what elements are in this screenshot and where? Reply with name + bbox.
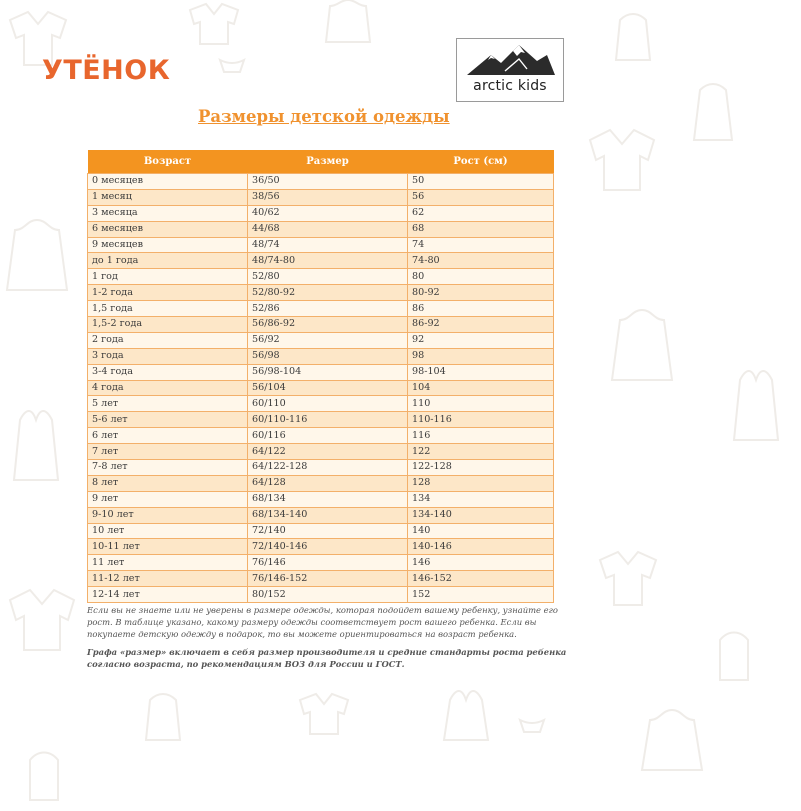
table-row [88, 317, 554, 333]
cell-age: 6 месяцев [88, 221, 248, 237]
cell-age: до 1 года [88, 253, 248, 269]
cell-height: 74-80 [408, 253, 554, 269]
cell-height: 92 [408, 332, 554, 348]
table-row [88, 571, 554, 587]
mountain-icon [457, 39, 563, 79]
table-row [88, 189, 554, 205]
cell-age: 11 лет [88, 555, 248, 571]
cell-height: 50 [408, 174, 554, 190]
cell-height: 80-92 [408, 285, 554, 301]
cell-size: 64/122 [248, 444, 408, 460]
table-row [88, 555, 554, 571]
cell-age: 4 года [88, 380, 248, 396]
cell-age: 3 месяца [88, 205, 248, 221]
note-size-column: Графа «размер» включает в себя размер производителя и средние стандарты роста ребенка согласно возраста, по рекомендациям ВОЗ для России и ГОСТ. [87, 647, 567, 669]
cell-size: 48/74 [248, 237, 408, 253]
size-table [87, 150, 554, 603]
cell-height: 110-116 [408, 412, 554, 428]
table-row [88, 380, 554, 396]
cell-age: 7 лет [88, 444, 248, 460]
cell-height: 98 [408, 348, 554, 364]
cell-age: 10 лет [88, 523, 248, 539]
cell-height: 68 [408, 221, 554, 237]
cell-height: 152 [408, 587, 554, 603]
cell-age: 1-2 года [88, 285, 248, 301]
table-row [88, 205, 554, 221]
table-row [88, 364, 554, 380]
page-title: Размеры детской одежды [198, 107, 450, 126]
cell-height: 98-104 [408, 364, 554, 380]
cell-height: 146 [408, 555, 554, 571]
table-row [88, 587, 554, 603]
cell-size: 76/146 [248, 555, 408, 571]
cell-size: 52/86 [248, 301, 408, 317]
cell-age: 3-4 года [88, 364, 248, 380]
cell-size: 72/140 [248, 523, 408, 539]
table-row [88, 428, 554, 444]
cell-age: 7-8 лет [88, 460, 248, 476]
table-row [88, 301, 554, 317]
cell-height: 86 [408, 301, 554, 317]
table-row [88, 396, 554, 412]
cell-size: 56/98-104 [248, 364, 408, 380]
cell-size: 60/110 [248, 396, 408, 412]
utenok-logo: УТЁНОК [42, 55, 171, 86]
cell-size: 44/68 [248, 221, 408, 237]
cell-size: 60/116 [248, 428, 408, 444]
cell-size: 40/62 [248, 205, 408, 221]
cell-age: 1 год [88, 269, 248, 285]
cell-age: 9 месяцев [88, 237, 248, 253]
cell-age: 6 лет [88, 428, 248, 444]
cell-size: 60/110-116 [248, 412, 408, 428]
size-table-header [88, 150, 554, 174]
cell-height: 62 [408, 205, 554, 221]
table-row [88, 460, 554, 476]
cell-height: 140-146 [408, 539, 554, 555]
cell-size: 38/56 [248, 189, 408, 205]
cell-age: 3 года [88, 348, 248, 364]
cell-age: 5-6 лет [88, 412, 248, 428]
cell-age: 0 месяцев [88, 174, 248, 190]
table-row [88, 475, 554, 491]
cell-age: 12-14 лет [88, 587, 248, 603]
cell-height: 74 [408, 237, 554, 253]
cell-size: 36/50 [248, 174, 408, 190]
cell-height: 140 [408, 523, 554, 539]
cell-height: 122-128 [408, 460, 554, 476]
table-row [88, 237, 554, 253]
cell-height: 104 [408, 380, 554, 396]
cell-size: 56/92 [248, 332, 408, 348]
cell-age: 9-10 лет [88, 507, 248, 523]
cell-age: 8 лет [88, 475, 248, 491]
cell-height: 56 [408, 189, 554, 205]
header-size: Размер [248, 150, 408, 174]
cell-size: 76/146-152 [248, 571, 408, 587]
table-row [88, 539, 554, 555]
cell-age: 5 лет [88, 396, 248, 412]
table-row [88, 332, 554, 348]
cell-size: 56/98 [248, 348, 408, 364]
cell-age: 2 года [88, 332, 248, 348]
cell-height: 134 [408, 491, 554, 507]
cell-size: 68/134-140 [248, 507, 408, 523]
arctic-kids-logo [456, 38, 564, 102]
table-row [88, 174, 554, 190]
header-height: Рост (см) [408, 150, 554, 174]
table-row [88, 523, 554, 539]
cell-age: 1,5-2 года [88, 317, 248, 333]
cell-height: 80 [408, 269, 554, 285]
table-row [88, 444, 554, 460]
size-table-body [88, 174, 554, 603]
cell-size: 56/104 [248, 380, 408, 396]
table-row [88, 285, 554, 301]
cell-height: 110 [408, 396, 554, 412]
table-row [88, 269, 554, 285]
table-row [88, 507, 554, 523]
cell-age: 1 месяц [88, 189, 248, 205]
cell-height: 116 [408, 428, 554, 444]
cell-age: 9 лет [88, 491, 248, 507]
cell-size: 56/86-92 [248, 317, 408, 333]
table-row [88, 348, 554, 364]
cell-height: 128 [408, 475, 554, 491]
table-row [88, 253, 554, 269]
cell-size: 68/134 [248, 491, 408, 507]
arctic-kids-logo-text: arctic kids [473, 78, 547, 94]
cell-size: 72/140-146 [248, 539, 408, 555]
cell-size: 64/128 [248, 475, 408, 491]
cell-age: 1,5 года [88, 301, 248, 317]
cell-age: 10-11 лет [88, 539, 248, 555]
cell-size: 48/74-80 [248, 253, 408, 269]
cell-age: 11-12 лет [88, 571, 248, 587]
cell-height: 122 [408, 444, 554, 460]
cell-height: 86-92 [408, 317, 554, 333]
table-row [88, 491, 554, 507]
cell-height: 134-140 [408, 507, 554, 523]
cell-size: 80/152 [248, 587, 408, 603]
header-age: Возраст [88, 150, 248, 174]
table-row [88, 412, 554, 428]
cell-height: 146-152 [408, 571, 554, 587]
cell-size: 52/80 [248, 269, 408, 285]
table-row [88, 221, 554, 237]
note-size-advice: Если вы не знаете или не уверены в размере одежды, которая подойдет вашему ребенку, узнайте его рост. В таблице указано, какому размеру одежды соответствует рост вашего ребенка. Если вы покупаете детскую одежду в подарок, то вы можете ориентироваться на возраст ребенка. [87, 605, 558, 639]
cell-size: 64/122-128 [248, 460, 408, 476]
cell-size: 52/80-92 [248, 285, 408, 301]
